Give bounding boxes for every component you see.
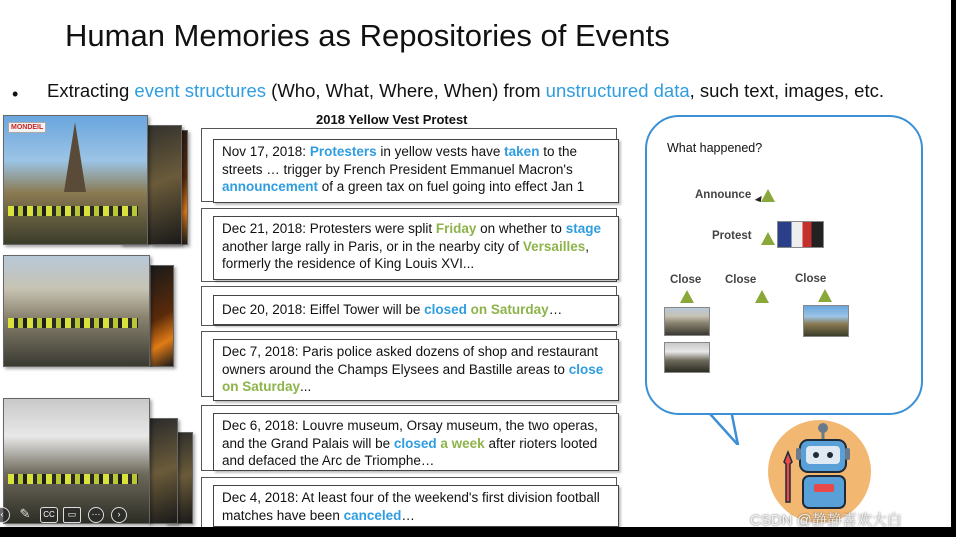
bullet-highlight-event-structures: event structures (134, 80, 267, 101)
bullet-suffix: , such text, images, etc. (689, 80, 884, 101)
card-text-segment: to the streets … trigger by French President Emmanuel Macron's (222, 144, 577, 177)
bullet-middle: (Who, What, Where, When) from (266, 80, 546, 101)
video-icon[interactable]: ▭ (63, 507, 81, 523)
news-card (213, 216, 619, 280)
bubble-question: What happened? (667, 141, 763, 155)
event-triangle-icon (755, 290, 769, 303)
photo-louvre-protest (3, 255, 150, 367)
event-triangle-icon (761, 232, 775, 245)
card-text-segment: canceled (343, 507, 402, 523)
event-label-close-2: Close (725, 274, 757, 286)
card-text-segment: Friday (435, 221, 477, 236)
event-label-protest: Protest (712, 230, 752, 242)
protesters-shape (8, 206, 138, 216)
card-text-segment: closed (424, 302, 467, 317)
protesters-shape (8, 474, 138, 484)
card-text-segment: stage (565, 221, 601, 236)
card-text-segment: a week (440, 435, 485, 451)
left-arrow-icon[interactable]: ‹ (0, 507, 10, 523)
photo-eiffel-protest (3, 115, 148, 245)
cc-icon[interactable]: CC (40, 507, 58, 523)
card-text-segment: another large rally in Paris, or in the nearby city of (222, 238, 523, 254)
card-text-segment: Dec 4, 2018: At least four of the weekend's first division football matches have been (222, 490, 600, 523)
event-label-close-3: Close (795, 273, 827, 285)
card-text-segment: Protesters (309, 144, 377, 159)
card-text-segment: Dec 20, 2018: Eiffel Tower will be (222, 302, 425, 317)
news-card (213, 139, 619, 203)
protest-sign: MONDEIL (8, 122, 46, 133)
card-text-segment: , formerly the residence of King Louis XVI... (222, 238, 589, 271)
bullet-marker: • (12, 84, 19, 104)
bullet-text (47, 80, 884, 102)
news-stack-title: 2018 Yellow Vest Protest (316, 112, 468, 127)
card-text-segment: taken (504, 144, 540, 159)
thumbnail-eiffel (803, 305, 849, 337)
card-text-segment: … (401, 507, 415, 523)
event-label-close-1: Close (670, 274, 702, 286)
card-text-segment: in yellow vests have (376, 144, 505, 159)
news-card (213, 339, 619, 401)
card-text-segment: on Saturday (222, 379, 301, 394)
right-arrow-icon[interactable]: › (111, 507, 127, 523)
card-text-segment: ... (300, 379, 312, 394)
thumbnail-flag-protest (777, 221, 824, 248)
watermark: CSDN @静静喜欢大白 (750, 512, 902, 529)
protesters-shape (8, 318, 138, 328)
card-text-segment: Dec 6, 2018: Louvre museum, Orsay museum, the two operas, and the Grand Palais will be (222, 418, 598, 451)
card-text-segment: closed (393, 435, 437, 451)
card-text-segment: of a green tax on fuel going into effect Jan 1 (318, 179, 585, 194)
news-card (213, 485, 619, 527)
slide-title: Human Memories as Repositories of Events (65, 18, 670, 53)
card-text-segment: Dec 21, 2018: Protesters were split (222, 221, 436, 236)
robot-icon (778, 422, 863, 517)
thumbnail-louvre (664, 307, 710, 336)
card-text-segment: on whether to (476, 221, 566, 236)
card-text-segment: announcement (222, 179, 319, 194)
pen-icon[interactable]: ✎ (19, 506, 31, 521)
thumbnail-arc (664, 342, 710, 373)
event-label-announce: Announce (695, 189, 752, 201)
card-text-segment: Versailles (522, 238, 586, 254)
news-card (213, 413, 619, 471)
more-icon[interactable]: ⋯ (88, 507, 104, 523)
card-text-segment: after rioters looted and defaced the Arc de Triomphe… (222, 435, 598, 468)
news-card (213, 295, 619, 325)
card-text-segment: on Saturday (470, 302, 549, 317)
event-triangle-icon (680, 290, 694, 303)
eiffel-tower-shape (64, 122, 86, 192)
photo-back (150, 265, 174, 367)
event-triangle-icon (818, 289, 832, 302)
bullet-prefix: Extracting (47, 80, 135, 101)
photo-middle (148, 418, 178, 524)
card-text-segment: Nov 17, 2018: (222, 144, 310, 159)
card-text-segment: … (548, 302, 563, 317)
bullet-highlight-unstructured-data: unstructured data (545, 80, 690, 101)
card-text-segment: Dec 7, 2018: Paris police asked dozens of shop and restaurant owners around the Champs Elysees and Bastille areas to (222, 344, 598, 377)
card-text-segment: close (568, 361, 604, 377)
